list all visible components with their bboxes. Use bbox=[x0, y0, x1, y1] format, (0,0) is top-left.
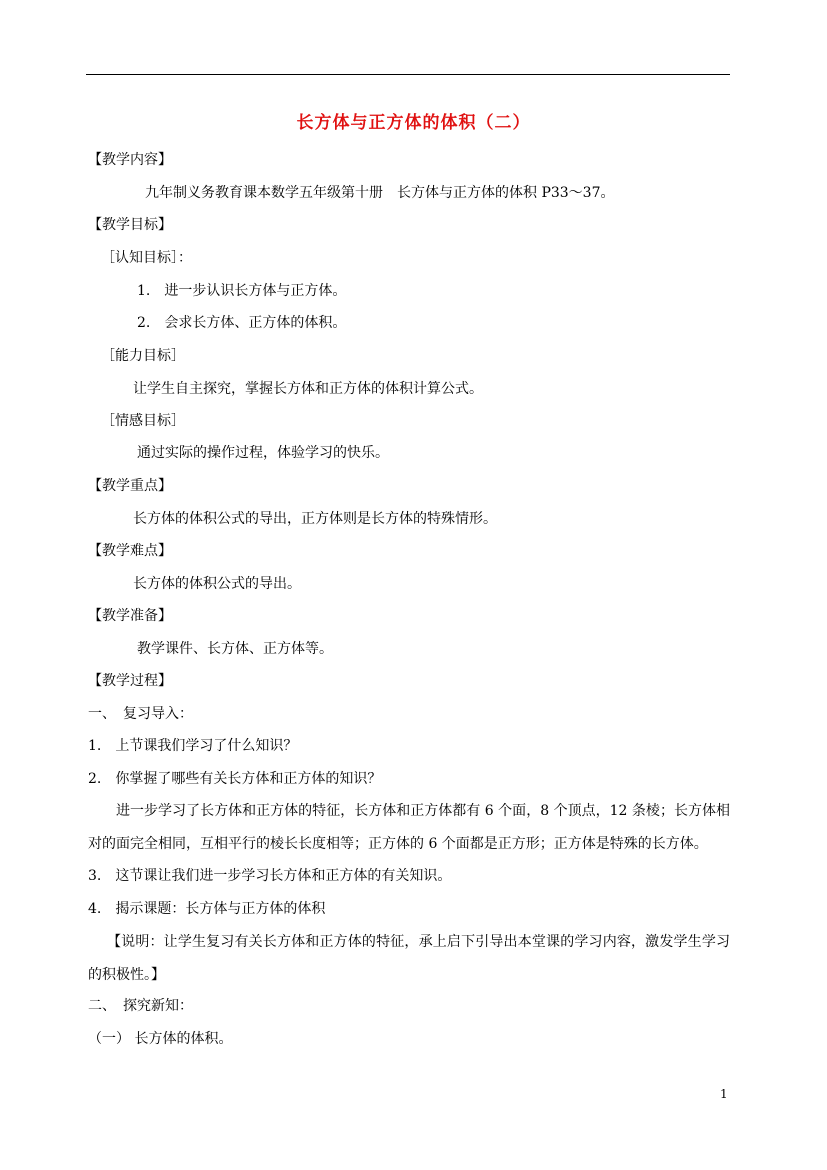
review-item-2: 2. 你掌握了哪些有关长方体和正方体的知识？ bbox=[88, 771, 382, 787]
cognitive-item-2: 2. 会求长方体、正方体的体积。 bbox=[137, 315, 347, 331]
review-item-3: 3. 这节课让我们进一步学习长方体和正方体的有关知识。 bbox=[88, 868, 452, 884]
cognitive-item-1: 1. 进一步认识长方体与正方体。 bbox=[137, 283, 347, 299]
prep-heading: 【教学准备】 bbox=[88, 608, 172, 624]
difficult-text: 长方体的体积公式的导出。 bbox=[133, 576, 301, 592]
page-number: 1 bbox=[720, 1087, 728, 1101]
ability-text: 让学生自主探究，掌握长方体和正方体的体积计算公式。 bbox=[133, 381, 483, 397]
part1-heading: 一、 复习导入： bbox=[88, 706, 193, 722]
sub1-heading: （一） 长方体的体积。 bbox=[88, 1031, 233, 1047]
ability-heading: ［能力目标］ bbox=[101, 348, 185, 364]
prep-text: 教学课件、长方体、正方体等。 bbox=[137, 641, 333, 657]
review-paragraph: 进一步学习了长方体和正方体的特征，长方体和正方体都有 6 个面，8 个顶点，12 条棱；长方体相对的面完全相同，互相平行的棱长长度相等；正方体的 6 个面都是正方形；正方体是特殊的长方体。 bbox=[88, 803, 730, 852]
emotion-heading: ［情感目标］ bbox=[101, 413, 185, 429]
difficult-heading: 【教学难点】 bbox=[88, 543, 172, 559]
key-text: 长方体的体积公式的导出，正方体则是长方体的特殊情形。 bbox=[133, 511, 497, 527]
content-heading: 【教学内容】 bbox=[88, 152, 172, 168]
review-item-1: 1. 上节课我们学习了什么知识？ bbox=[88, 738, 298, 754]
content-text: 九年制义务教育课本数学五年级第十册 长方体与正方体的体积 P33～37。 bbox=[145, 185, 615, 201]
document-title: 长方体与正方体的体积（二） bbox=[296, 113, 531, 133]
emotion-text: 通过实际的操作过程，体验学习的快乐。 bbox=[137, 445, 389, 461]
goals-heading: 【教学目标】 bbox=[88, 217, 172, 233]
key-heading: 【教学重点】 bbox=[88, 478, 172, 494]
header-rule bbox=[86, 74, 730, 75]
cognitive-heading: ［认知目标］： bbox=[101, 250, 192, 266]
process-heading: 【教学过程】 bbox=[88, 673, 172, 689]
note-paragraph: 【说明：让学生复习有关长方体和正方体的特征，承上启下引导出本堂课的学习内容，激发学生学习的积极性。】 bbox=[88, 934, 730, 983]
review-item-4: 4. 揭示课题：长方体与正方体的体积 bbox=[88, 901, 326, 917]
part2-heading: 二、 探究新知： bbox=[88, 998, 193, 1014]
